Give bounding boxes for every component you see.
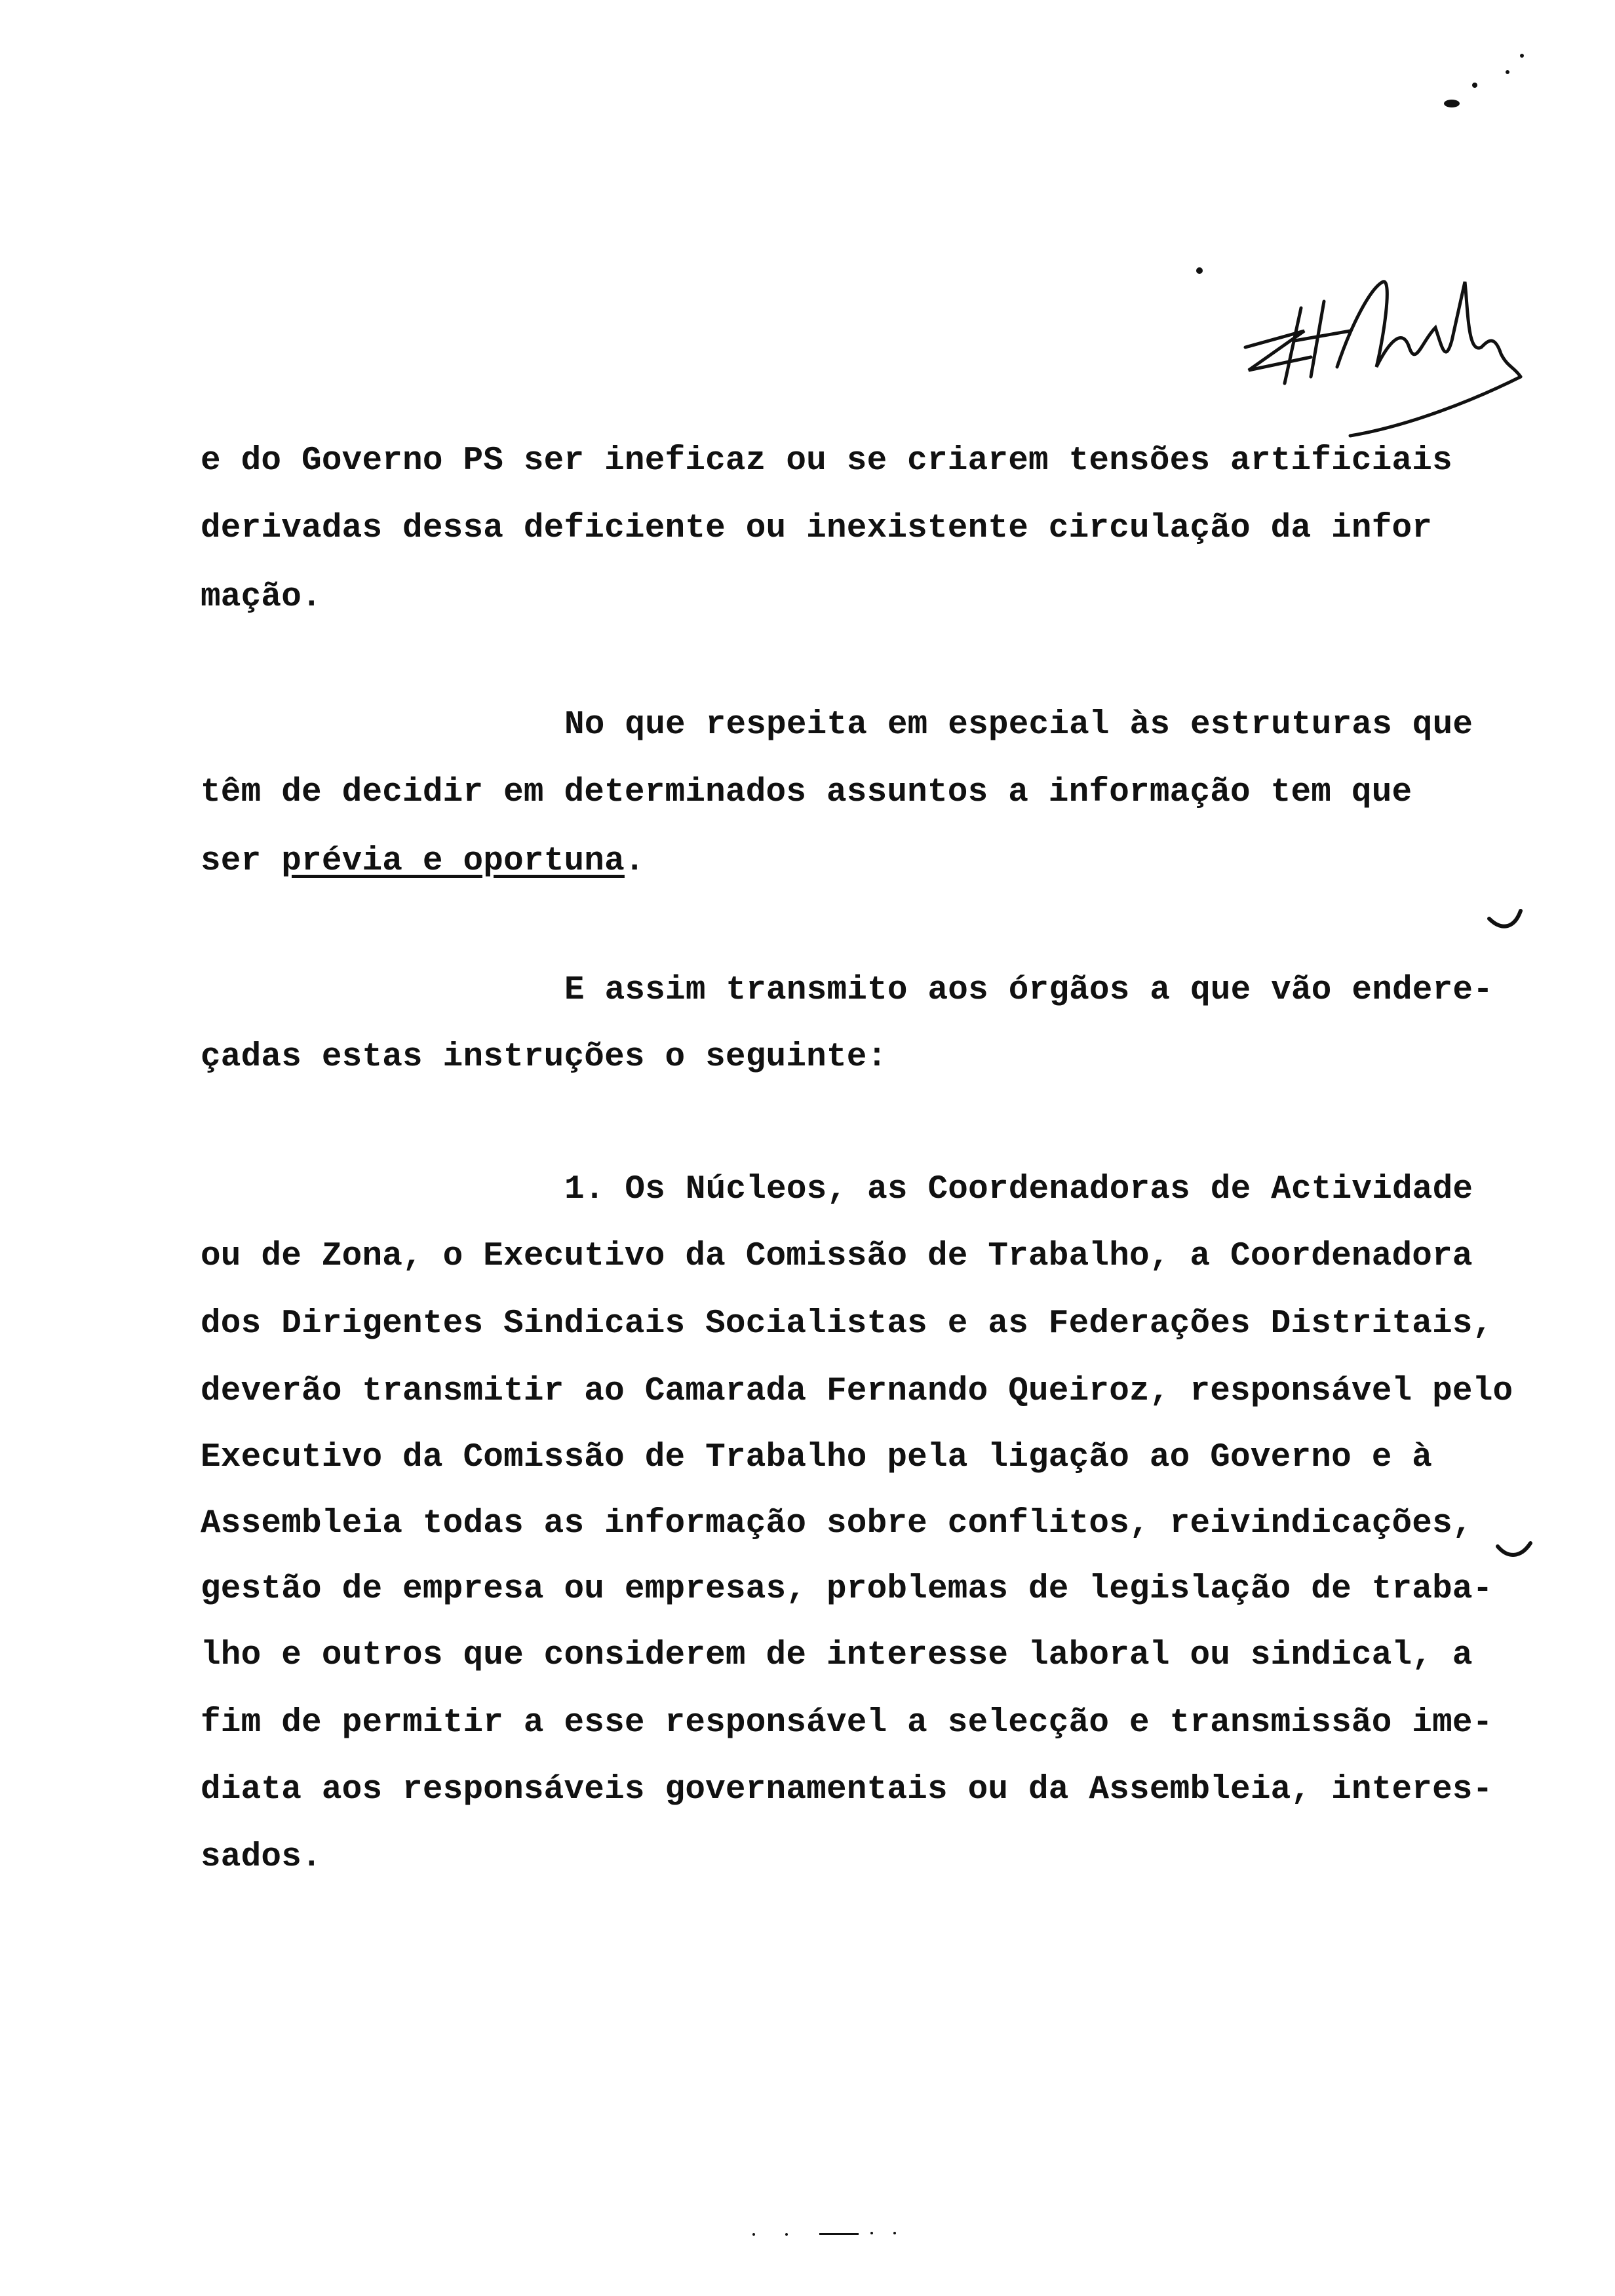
text-line: fim de permitir a esse responsável a selecção e transmissão ime- — [201, 1704, 1493, 1742]
text-line: dos Dirigentes Sindicais Socialistas e as Federações Distritais, — [201, 1305, 1493, 1343]
text-line: e do Governo PS ser ineficaz ou se criarem tensões artificiais — [201, 442, 1452, 480]
text-line: Executivo da Comissão de Trabalho pela ligação ao Governo e à — [201, 1439, 1433, 1476]
text-segment: ser — [201, 843, 282, 880]
text-line: têm de decidir em determinados assuntos a informação tem que — [201, 774, 1412, 811]
text-line: çadas estas instruções o seguinte: — [201, 1039, 887, 1076]
text-line: gestão de empresa ou empresas, problemas de legislação de traba- — [201, 1571, 1493, 1608]
text-line: sados. — [201, 1839, 322, 1876]
text-line: E assim transmito aos órgãos a que vão endere- — [564, 972, 1494, 1009]
text-line — [201, 842, 645, 881]
text-line: No que respeita em especial às estruturas que — [564, 706, 1473, 744]
text-line: ou de Zona, o Executivo da Comissão de Trabalho, a Coordenadora — [201, 1238, 1473, 1275]
text-line: deverão transmitir ao Camarada Fernando Queiroz, responsável pelo — [201, 1373, 1513, 1410]
text-line: lho e outros que considerem de interesse laboral ou sindical, a — [201, 1637, 1473, 1674]
text-line: derivadas dessa deficiente ou inexistente circulação da infor — [201, 510, 1433, 547]
text-line: diata aos responsáveis governamentais ou da Assembleia, interes- — [201, 1771, 1493, 1808]
text-line: mação. — [201, 579, 322, 616]
underlined-emphasis: prévia e oportuna — [281, 843, 625, 880]
scan-specks — [752, 54, 1524, 2236]
text-segment: . — [624, 843, 645, 880]
text-line: Assembleia todas as informação sobre conflitos, reivindicações, — [201, 1505, 1473, 1542]
text-line: 1. Os Núcleos, as Coordenadoras de Actividade — [564, 1171, 1473, 1208]
margin-tick-mark — [1489, 911, 1530, 1555]
signature — [1245, 282, 1521, 436]
